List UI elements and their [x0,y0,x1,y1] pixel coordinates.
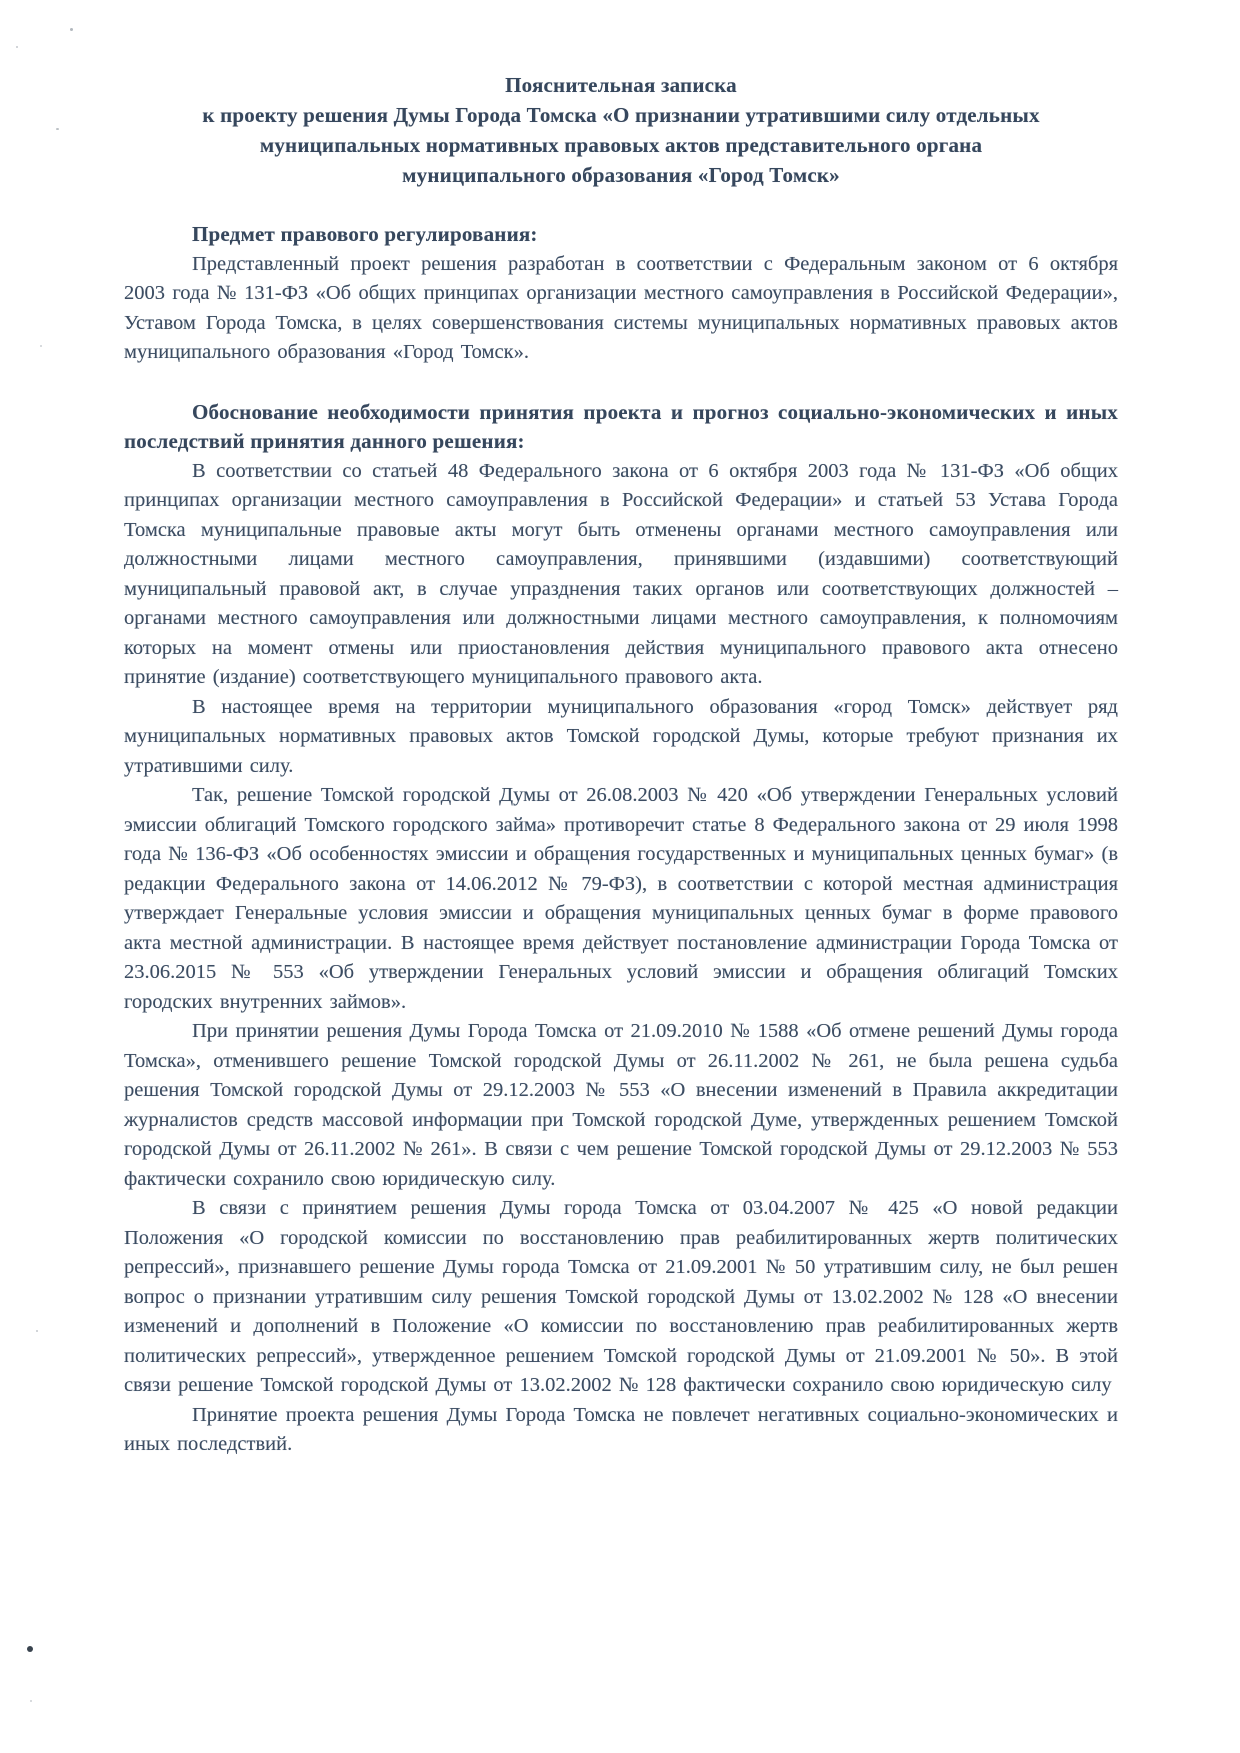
section-justification [124,398,1118,1460]
scan-speck [30,1700,32,1702]
section-heading-subject: Предмет правового регулирования: [192,222,538,246]
section-heading-justification: Обоснование необходимости принятия проекта и прогноз социально-экономических и иных последствий принятия данного решения: [124,399,1118,453]
paragraph: Так, решение Томской городской Думы от 26.08.2003 № 420 «Об утверждении Генеральных условий эмиссии облигаций Томского городского займа» противоречит статье 8 Федерального закона от 29 июля 1998 года № 136-ФЗ «Об особенностях эмиссии и обращения государственных и муниципальных ценных бумаг» (в редакции Федерального закона от 14.06.2012 № 79-ФЗ), в соответствии с которой местная администрация утверждает Генеральные условия эмиссии и обращения муниципальных ценных бумаг в форме правового акта местной администрации. В настоящее время действует постановление администрации Города Томска от 23.06.2015 № 553 «Об утверждении Генеральных условий эмиссии и обращения облигаций Томских городских внутренних займов». [124,784,1118,1013]
title-line-3: муниципальных нормативных правовых актов представительного органа [259,133,983,157]
title-line-4: муниципального образования «Город Томск» [402,163,840,187]
title-line-1: Пояснительная записка [505,73,737,97]
scan-speck [36,1330,38,1332]
paragraph: В соответствии со статьей 48 Федерального закона от 6 октября 2003 года № 131-ФЗ «Об общих принципах организации местного самоуправления в Российской Федерации» и статьей 53 Устава Города Томска муниципальные правовые акты могут быть отменены органами местного самоуправления или должностными лицами местного самоуправления, принявшими (издавшими) соответствующий муниципальный правовой акт, в случае упразднения таких органов или соответствующих должностей – органами местного самоуправления или должностными лицами местного самоуправления, к полномочиям которых на момент отмены или приостановления действия муниципального правового акта отнесено принятие (издание) соответствующего муниципального правового акта. [124,459,1118,688]
scan-speck [70,28,73,31]
section-subject-of-regulation [124,220,1118,368]
scan-speck [16,46,18,48]
paragraph: В связи с принятием решения Думы города Томска от 03.04.2007 № 425 «О новой редакции Положения «О городской комиссии по восстановлению прав реабилитированных жертв политических репрессий», признавшего решение Думы города Томска от 21.09.2001 № 50 утратившим силу, не был решен вопрос о признании утратившим силу решения Томской городской Думы от 13.02.2002 № 128 «О внесении изменений и дополнений в Положение «О комиссии по восстановлению прав реабилитированных жертв политических репрессий», утвержденное решением Томской городской Думы от 21.09.2001 № 50». В этой связи решение Томской городской Думы от 13.02.2002 № 128 фактически сохранило свою юридическую силу [124,1197,1118,1396]
scan-speck [56,128,59,130]
paragraph: Представленный проект решения разработан в соответствии с Федеральным законом от 6 октября 2003 года № 131-ФЗ «Об общих принципах организации местного самоуправления в Российской Федерации», Уставом Города Томска, в целях совершенствования системы муниципальных нормативных правовых актов муниципального образования «Город Томск». [124,252,1118,363]
scan-speck [40,345,42,347]
title-line-2: к проекту решения Думы Города Томска «О признании утратившими силу отдельных [202,103,1040,127]
scan-speck [27,1646,33,1652]
document-title [124,70,1118,190]
paragraph: Принятие проекта решения Думы Города Томска не повлечет негативных социально-экономических и иных последствий. [124,1403,1118,1455]
paragraph: При принятии решения Думы Города Томска от 21.09.2010 № 1588 «Об отмене решений Думы города Томска», отменившего решение Томской городской Думы от 26.11.2002 № 261, не была решена судьба решения Томской городской Думы от 29.12.2003 № 553 «О внесении изменений в Правила аккредитации журналистов средств массовой информации при Томской городской Думе, утвержденных решением Томской городской Думы от 26.11.2002 № 261». В связи с чем решение Томской городской Думы от 29.12.2003 № 553 фактически сохранило свою юридическую силу. [124,1020,1118,1190]
paragraph: В настоящее время на территории муниципального образования «город Томск» действует ряд муниципальных нормативных правовых актов Томской городской Думы, которые требуют признания их утратившими силу. [124,695,1118,777]
